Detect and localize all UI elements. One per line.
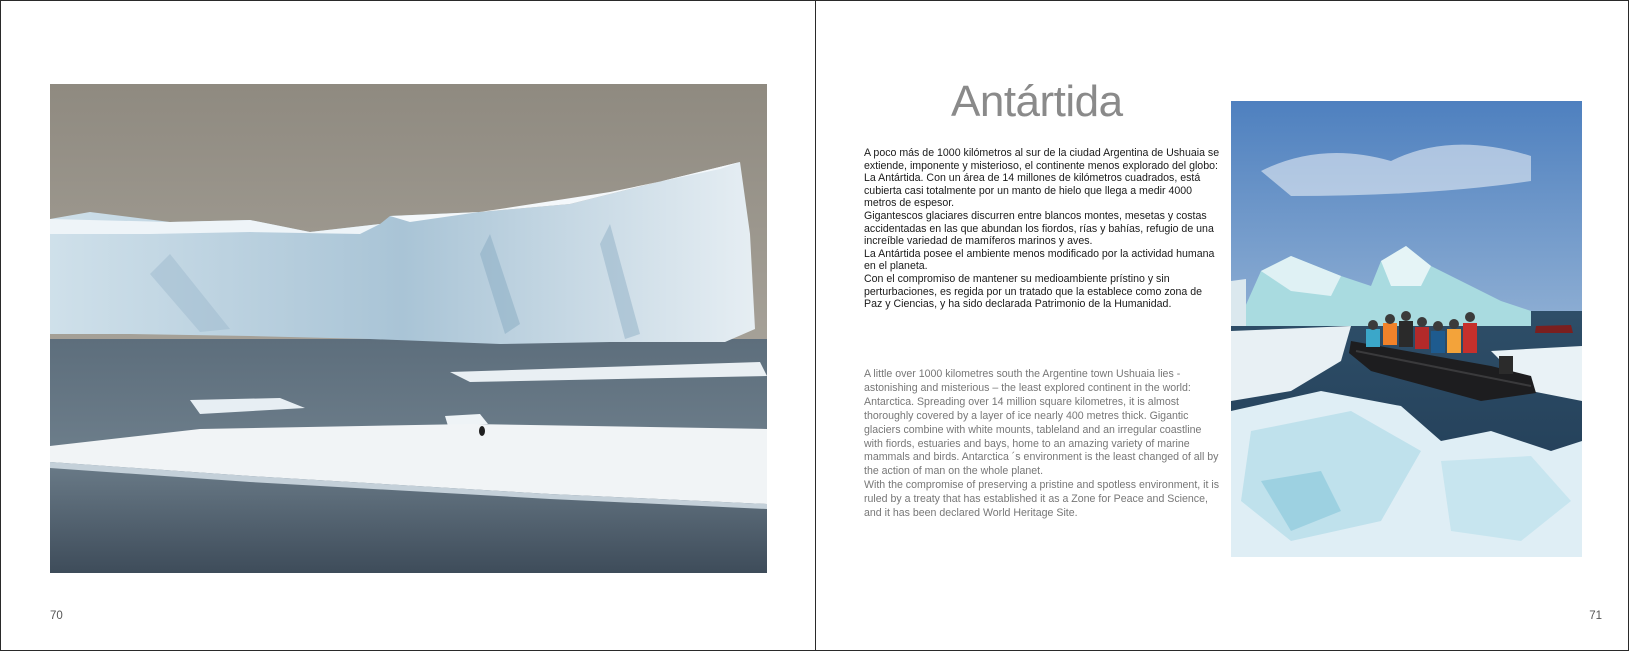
page-number-right: 71 — [1589, 610, 1602, 622]
page-title: Antártida — [951, 77, 1123, 126]
spanish-paragraph: A poco más de 1000 kilómetros al sur de la ciudad Argentina de Ushuaia se extiende, imponente y misterioso, el continente menos explorado del globo: La Antártida. Con un área de 14 millones de kilómetros cuadrados, está cubierta casi totalmente por un manto de hielo que llega a medir 4000 metros de espesor. — [864, 147, 1220, 210]
english-text — [864, 368, 1222, 521]
page-number-left: 70 — [50, 610, 63, 622]
zodiac-boat-photo — [1231, 101, 1582, 557]
english-paragraph: A little over 1000 kilometres south the Argentine town Ushuaia lies -astonishing and misterious – the least explored continent in the world: Antarctica. Spreading over 14 million square kilometres, it is almost thoroughly covered by a layer of ice nearly 400 metres thick. Gigantic glaciers combine with white mounts, tableland and an irregular coastline with fiords, estuaries and bays, home to an amazing variety of marine mammals and birds. Antarctica ´s environment is the least changed of all by the action of man on the whole planet. — [864, 368, 1219, 478]
left-page — [0, 0, 816, 651]
spanish-text — [864, 147, 1222, 311]
english-paragraph: With the compromise of preserving a pristine and spotless environment, it is ruled by a treaty that has established it as a Zone for Peace and Science, and it has been declared World Heritage Site. — [864, 479, 1220, 520]
spanish-paragraph: Con el compromiso de mantener su medioambiente prístino y sin perturbaciones, es regida por un tratado que la establece como zona de Paz y Ciencias, y ha sido declarada Patrimonio de la Humanidad. — [864, 272, 1203, 311]
iceberg-photo — [50, 84, 767, 573]
spanish-paragraph: La Antártida posee el ambiente menos modificado por la actividad humana en el planeta. — [864, 247, 1215, 273]
spanish-paragraph: Gigantescos glaciares discurren entre blancos montes, mesetas y costas accidentadas en las que abundan los fiordos, rías y bahías, refugio de una increíble variedad de mamíferos marinos y aves. — [864, 209, 1214, 248]
right-page — [815, 0, 1629, 651]
